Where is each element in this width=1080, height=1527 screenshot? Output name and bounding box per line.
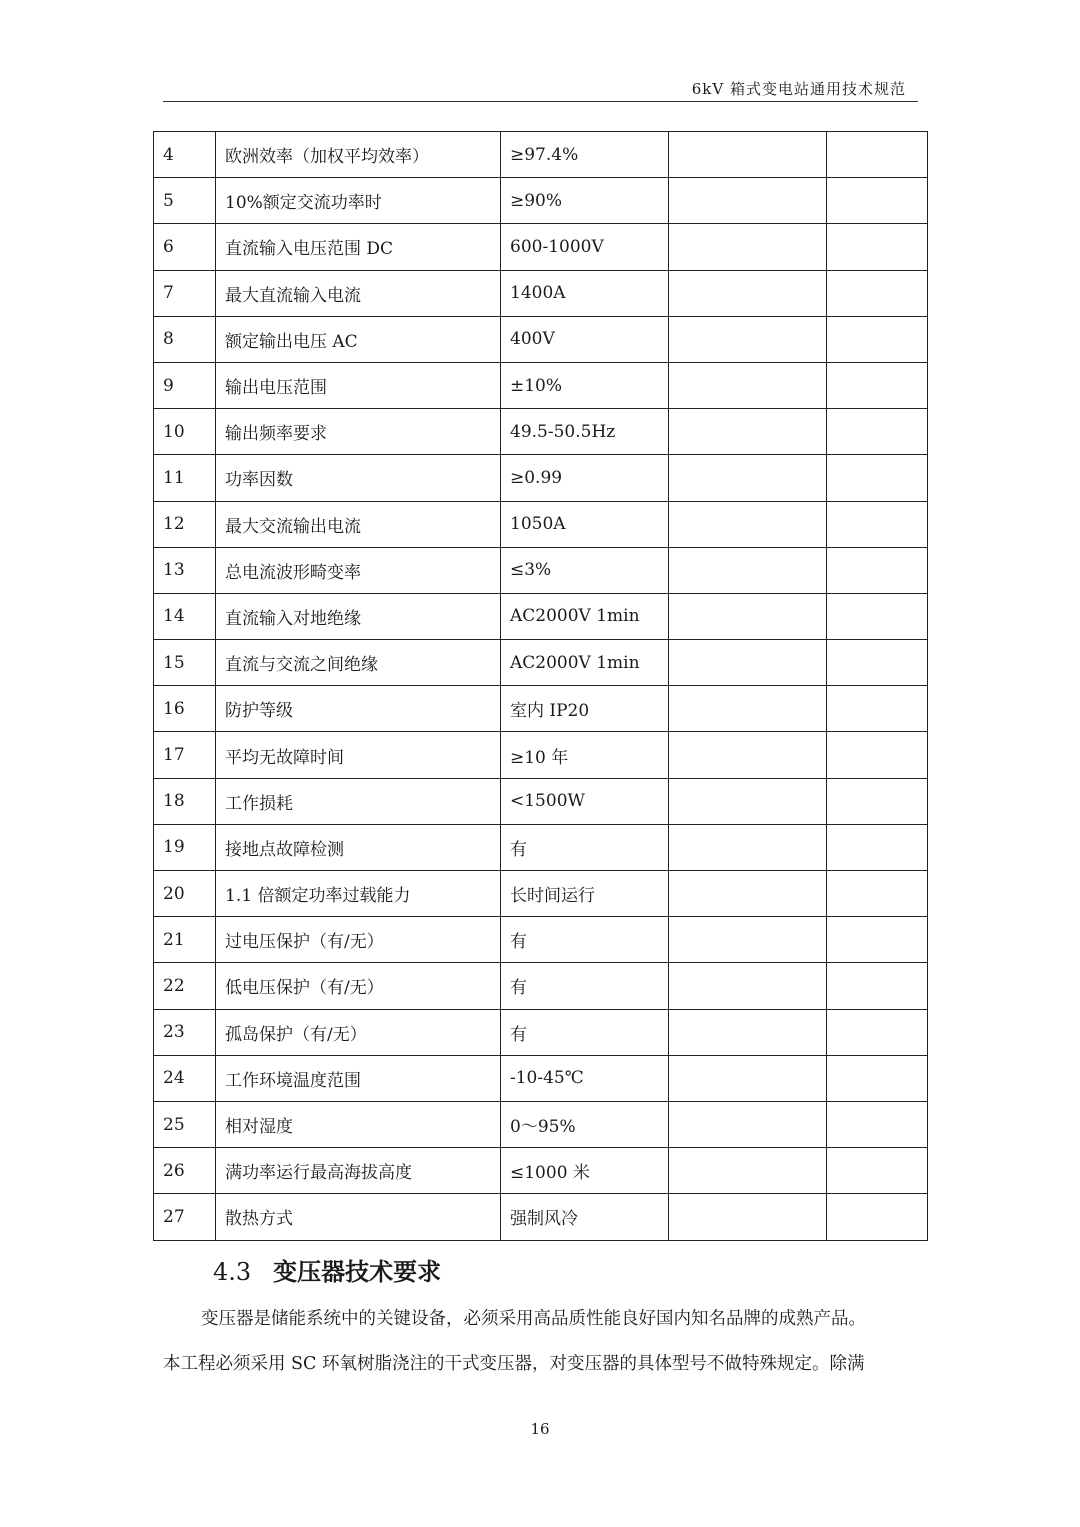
row-number-cell: 19 (154, 824, 216, 870)
table-row (154, 1194, 928, 1240)
row-number-cell: 4 (154, 132, 216, 178)
table-row (154, 686, 928, 732)
parameter-name-cell: 输出电压范围 (216, 362, 501, 408)
empty-cell (827, 917, 928, 963)
empty-cell (669, 871, 827, 917)
parameter-name-cell: 过电压保护（有/无） (216, 917, 501, 963)
row-number-cell: 7 (154, 270, 216, 316)
table-row (154, 917, 928, 963)
empty-cell (669, 917, 827, 963)
empty-cell (827, 963, 928, 1009)
parameter-value-cell: ≤1000 米 (501, 1148, 669, 1194)
table-row (154, 778, 928, 824)
parameter-name-cell: 孤岛保护（有/无） (216, 1009, 501, 1055)
parameter-name-cell: 直流与交流之间绝缘 (216, 640, 501, 686)
parameter-value-cell: 400V (501, 316, 669, 362)
parameter-name-cell: 总电流波形畸变率 (216, 547, 501, 593)
empty-cell (827, 1055, 928, 1101)
empty-cell (669, 963, 827, 1009)
empty-cell (669, 824, 827, 870)
empty-cell (827, 593, 928, 639)
parameter-name-cell: 直流输入对地绝缘 (216, 593, 501, 639)
table-row (154, 362, 928, 408)
table-row (154, 871, 928, 917)
parameter-value-cell: 有 (501, 963, 669, 1009)
parameter-value-cell: 有 (501, 1009, 669, 1055)
row-number-cell: 24 (154, 1055, 216, 1101)
empty-cell (669, 1194, 827, 1240)
table-row (154, 1148, 928, 1194)
parameter-value-cell: <1500W (501, 778, 669, 824)
row-number-cell: 6 (154, 224, 216, 270)
empty-cell (827, 501, 928, 547)
table-row (154, 270, 928, 316)
section-title: 变压器技术要求 (273, 1257, 442, 1286)
empty-cell (827, 1101, 928, 1147)
row-number-cell: 11 (154, 455, 216, 501)
parameter-name-cell: 直流输入电压范围 DC (216, 224, 501, 270)
empty-cell (669, 409, 827, 455)
empty-cell (669, 501, 827, 547)
table-row (154, 1009, 928, 1055)
spec-table (153, 131, 928, 1241)
empty-cell (669, 224, 827, 270)
empty-cell (669, 132, 827, 178)
parameter-value-cell: AC2000V 1min (501, 593, 669, 639)
table-row (154, 316, 928, 362)
empty-cell (827, 270, 928, 316)
row-number-cell: 5 (154, 178, 216, 224)
empty-cell (827, 316, 928, 362)
row-number-cell: 21 (154, 917, 216, 963)
table-row (154, 1101, 928, 1147)
row-number-cell: 9 (154, 362, 216, 408)
table-row (154, 640, 928, 686)
header-rule (163, 101, 918, 102)
empty-cell (827, 824, 928, 870)
row-number-cell: 25 (154, 1101, 216, 1147)
row-number-cell: 15 (154, 640, 216, 686)
parameter-name-cell: 接地点故障检测 (216, 824, 501, 870)
empty-cell (827, 1148, 928, 1194)
table-row (154, 178, 928, 224)
empty-cell (669, 1148, 827, 1194)
empty-cell (827, 132, 928, 178)
parameter-name-cell: 工作损耗 (216, 778, 501, 824)
parameter-name-cell: 功率因数 (216, 455, 501, 501)
parameter-value-cell: 室内 IP20 (501, 686, 669, 732)
table-row (154, 501, 928, 547)
row-number-cell: 12 (154, 501, 216, 547)
parameter-value-cell: 长时间运行 (501, 871, 669, 917)
parameter-value-cell: 有 (501, 824, 669, 870)
row-number-cell: 17 (154, 732, 216, 778)
empty-cell (669, 1009, 827, 1055)
parameter-value-cell: ≤3% (501, 547, 669, 593)
body-paragraph-1: 变压器是储能系统中的关键设备，必须采用高品质性能良好国内知名品牌的成熟产品。 (201, 1309, 866, 1329)
table-row (154, 824, 928, 870)
parameter-name-cell: 防护等级 (216, 686, 501, 732)
row-number-cell: 20 (154, 871, 216, 917)
row-number-cell: 18 (154, 778, 216, 824)
empty-cell (827, 871, 928, 917)
parameter-value-cell: ≥10 年 (501, 732, 669, 778)
parameter-name-cell: 最大直流输入电流 (216, 270, 501, 316)
row-number-cell: 8 (154, 316, 216, 362)
empty-cell (669, 455, 827, 501)
parameter-value-cell: AC2000V 1min (501, 640, 669, 686)
parameter-name-cell: 最大交流输出电流 (216, 501, 501, 547)
empty-cell (827, 178, 928, 224)
section-heading (213, 1252, 441, 1287)
row-number-cell: 13 (154, 547, 216, 593)
parameter-name-cell: 平均无故障时间 (216, 732, 501, 778)
table-row (154, 455, 928, 501)
empty-cell (827, 778, 928, 824)
empty-cell (669, 316, 827, 362)
parameter-name-cell: 工作环境温度范围 (216, 1055, 501, 1101)
parameter-value-cell: 600-1000V (501, 224, 669, 270)
page-number: 16 (530, 1420, 550, 1438)
row-number-cell: 16 (154, 686, 216, 732)
empty-cell (827, 686, 928, 732)
parameter-name-cell: 散热方式 (216, 1194, 501, 1240)
empty-cell (669, 686, 827, 732)
empty-cell (827, 1009, 928, 1055)
empty-cell (827, 362, 928, 408)
table-row (154, 224, 928, 270)
parameter-value-cell: -10-45℃ (501, 1055, 669, 1101)
parameter-value-cell: ±10% (501, 362, 669, 408)
parameter-value-cell: 1400A (501, 270, 669, 316)
parameter-name-cell: 欧洲效率（加权平均效率） (216, 132, 501, 178)
empty-cell (827, 409, 928, 455)
table-row (154, 409, 928, 455)
empty-cell (669, 1101, 827, 1147)
parameter-value-cell: ≥90% (501, 178, 669, 224)
table-row (154, 593, 928, 639)
row-number-cell: 10 (154, 409, 216, 455)
empty-cell (669, 732, 827, 778)
table-row (154, 1055, 928, 1101)
empty-cell (827, 224, 928, 270)
empty-cell (669, 640, 827, 686)
empty-cell (827, 547, 928, 593)
table-row (154, 963, 928, 1009)
parameter-value-cell: 0～95% (501, 1101, 669, 1147)
empty-cell (669, 178, 827, 224)
parameter-name-cell: 额定输出电压 AC (216, 316, 501, 362)
table-row (154, 732, 928, 778)
parameter-name-cell: 满功率运行最高海拔高度 (216, 1148, 501, 1194)
row-number-cell: 27 (154, 1194, 216, 1240)
parameter-value-cell: ≥0.99 (501, 455, 669, 501)
parameter-name-cell: 相对湿度 (216, 1101, 501, 1147)
parameter-name-cell: 10%额定交流功率时 (216, 178, 501, 224)
parameter-name-cell: 1.1 倍额定功率过载能力 (216, 871, 501, 917)
header-title: 6kV 箱式变电站通用技术规范 (691, 80, 906, 98)
empty-cell (827, 455, 928, 501)
table-row (154, 547, 928, 593)
empty-cell (669, 778, 827, 824)
section-number: 4.3 (213, 1258, 252, 1286)
empty-cell (669, 270, 827, 316)
parameter-name-cell: 输出频率要求 (216, 409, 501, 455)
parameter-value-cell: 有 (501, 917, 669, 963)
parameter-name-cell: 低电压保护（有/无） (216, 963, 501, 1009)
parameter-value-cell: ≥97.4% (501, 132, 669, 178)
empty-cell (827, 732, 928, 778)
parameter-value-cell: 49.5-50.5Hz (501, 409, 669, 455)
empty-cell (669, 362, 827, 408)
empty-cell (669, 1055, 827, 1101)
table-row (154, 132, 928, 178)
empty-cell (669, 547, 827, 593)
parameter-value-cell: 1050A (501, 501, 669, 547)
row-number-cell: 14 (154, 593, 216, 639)
body-paragraph-2: 本工程必须采用 SC 环氧树脂浇注的干式变压器，对变压器的具体型号不做特殊规定。除满 (163, 1354, 865, 1374)
row-number-cell: 23 (154, 1009, 216, 1055)
empty-cell (827, 1194, 928, 1240)
empty-cell (669, 593, 827, 639)
parameter-value-cell: 强制风冷 (501, 1194, 669, 1240)
row-number-cell: 22 (154, 963, 216, 1009)
row-number-cell: 26 (154, 1148, 216, 1194)
empty-cell (827, 640, 928, 686)
